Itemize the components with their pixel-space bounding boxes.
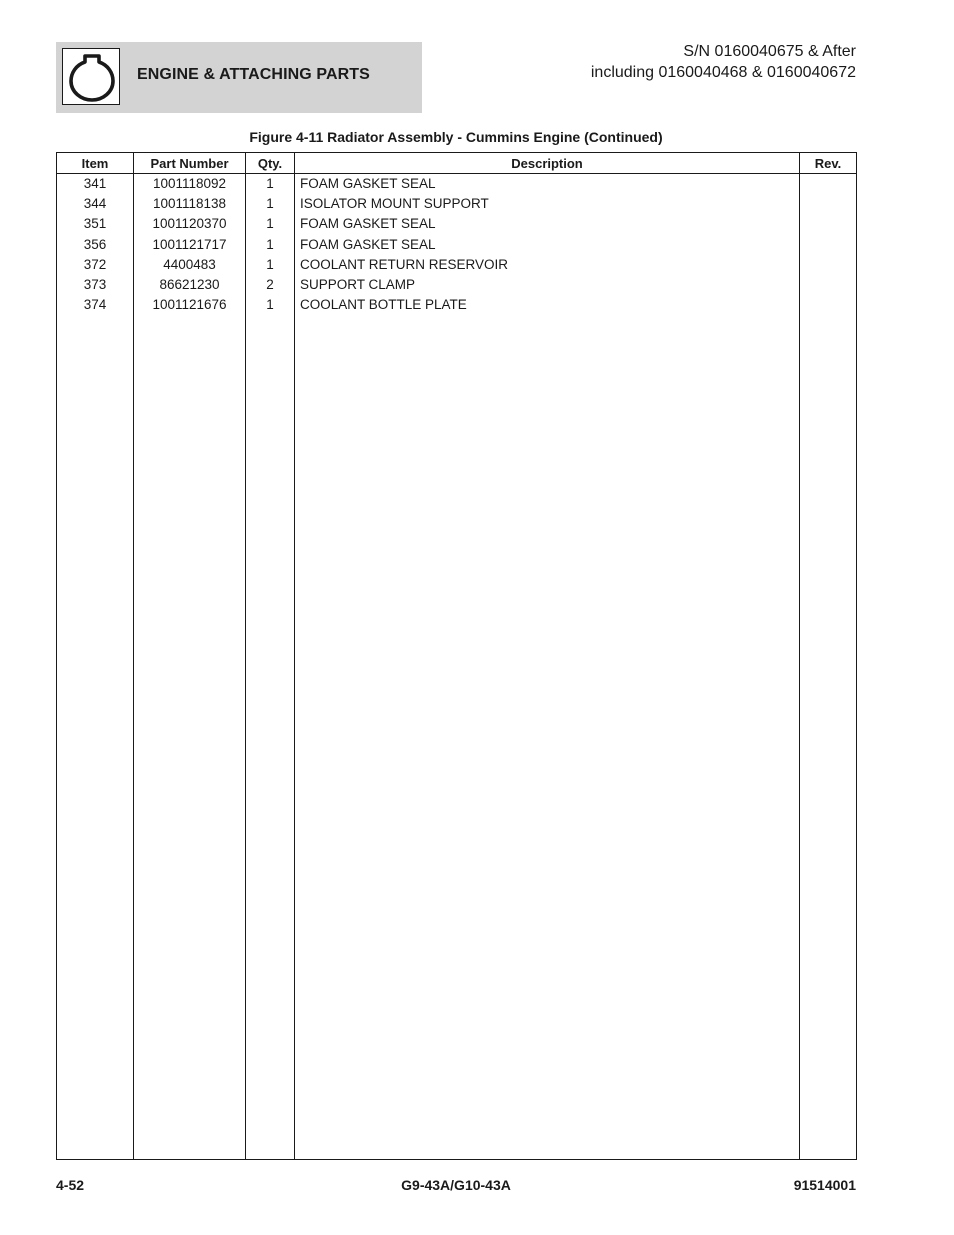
qty-cell: 1	[246, 295, 295, 315]
qty-cell: 1	[246, 194, 295, 214]
blank-cell	[246, 315, 295, 1159]
item-cell: 344	[57, 194, 134, 214]
table-row	[57, 194, 857, 214]
table-row	[57, 214, 857, 234]
table-header-row	[57, 153, 857, 174]
item-cell: 351	[57, 214, 134, 234]
part-number-cell: 1001118092	[134, 174, 246, 195]
serial-range-line-1: S/N 0160040675 & After	[683, 43, 856, 60]
description-cell: FOAM GASKET SEAL	[295, 235, 800, 255]
blank-cell	[57, 315, 134, 1159]
column-header-rev: Rev.	[800, 153, 857, 174]
item-cell: 356	[57, 235, 134, 255]
item-cell: 341	[57, 174, 134, 195]
description-cell: SUPPORT CLAMP	[295, 275, 800, 295]
table-row	[57, 174, 857, 195]
column-header-item: Item	[57, 153, 134, 174]
blank-cell	[134, 315, 246, 1159]
blank-cell	[800, 315, 857, 1159]
figure-title: Figure 4-11 Radiator Assembly - Cummins Engine (Continued)	[249, 129, 663, 145]
rev-cell	[800, 174, 857, 195]
page-number: 4-52	[56, 1177, 85, 1193]
column-header-part-number: Part Number	[134, 153, 246, 174]
blank-cell	[295, 315, 800, 1159]
section-title: ENGINE & ATTACHING PARTS	[137, 66, 370, 83]
model-number: G9-43A/G10-43A	[401, 1177, 511, 1193]
description-cell: COOLANT BOTTLE PLATE	[295, 295, 800, 315]
item-cell: 372	[57, 255, 134, 275]
table-row	[57, 295, 857, 315]
rev-cell	[800, 214, 857, 234]
description-cell: ISOLATOR MOUNT SUPPORT	[295, 194, 800, 214]
description-cell: FOAM GASKET SEAL	[295, 214, 800, 234]
rev-cell	[800, 275, 857, 295]
part-number-cell: 1001121717	[134, 235, 246, 255]
serial-range-line-2: including 0160040468 & 0160040672	[590, 64, 856, 81]
part-number-cell: 1001121676	[134, 295, 246, 315]
table-row	[57, 275, 857, 295]
item-cell: 374	[57, 295, 134, 315]
description-cell: COOLANT RETURN RESERVOIR	[295, 255, 800, 275]
column-header-qty: Qty.	[246, 153, 295, 174]
part-number-cell: 1001118138	[134, 194, 246, 214]
parts-table	[56, 152, 857, 1160]
rev-cell	[800, 194, 857, 214]
qty-cell: 1	[246, 255, 295, 275]
part-number-cell: 86621230	[134, 275, 246, 295]
part-number-cell: 1001120370	[134, 214, 246, 234]
qty-cell: 2	[246, 275, 295, 295]
part-number-cell: 4400483	[134, 255, 246, 275]
item-cell: 373	[57, 275, 134, 295]
column-header-description: Description	[295, 153, 800, 174]
rev-cell	[800, 295, 857, 315]
rev-cell	[800, 255, 857, 275]
engine-icon	[62, 48, 120, 105]
rev-cell	[800, 235, 857, 255]
table-row	[57, 255, 857, 275]
qty-cell: 1	[246, 235, 295, 255]
qty-cell: 1	[246, 174, 295, 195]
document-number: 91514001	[793, 1177, 856, 1193]
description-cell: FOAM GASKET SEAL	[295, 174, 800, 195]
table-row	[57, 235, 857, 255]
table-blank-area	[57, 315, 857, 1159]
qty-cell: 1	[246, 214, 295, 234]
